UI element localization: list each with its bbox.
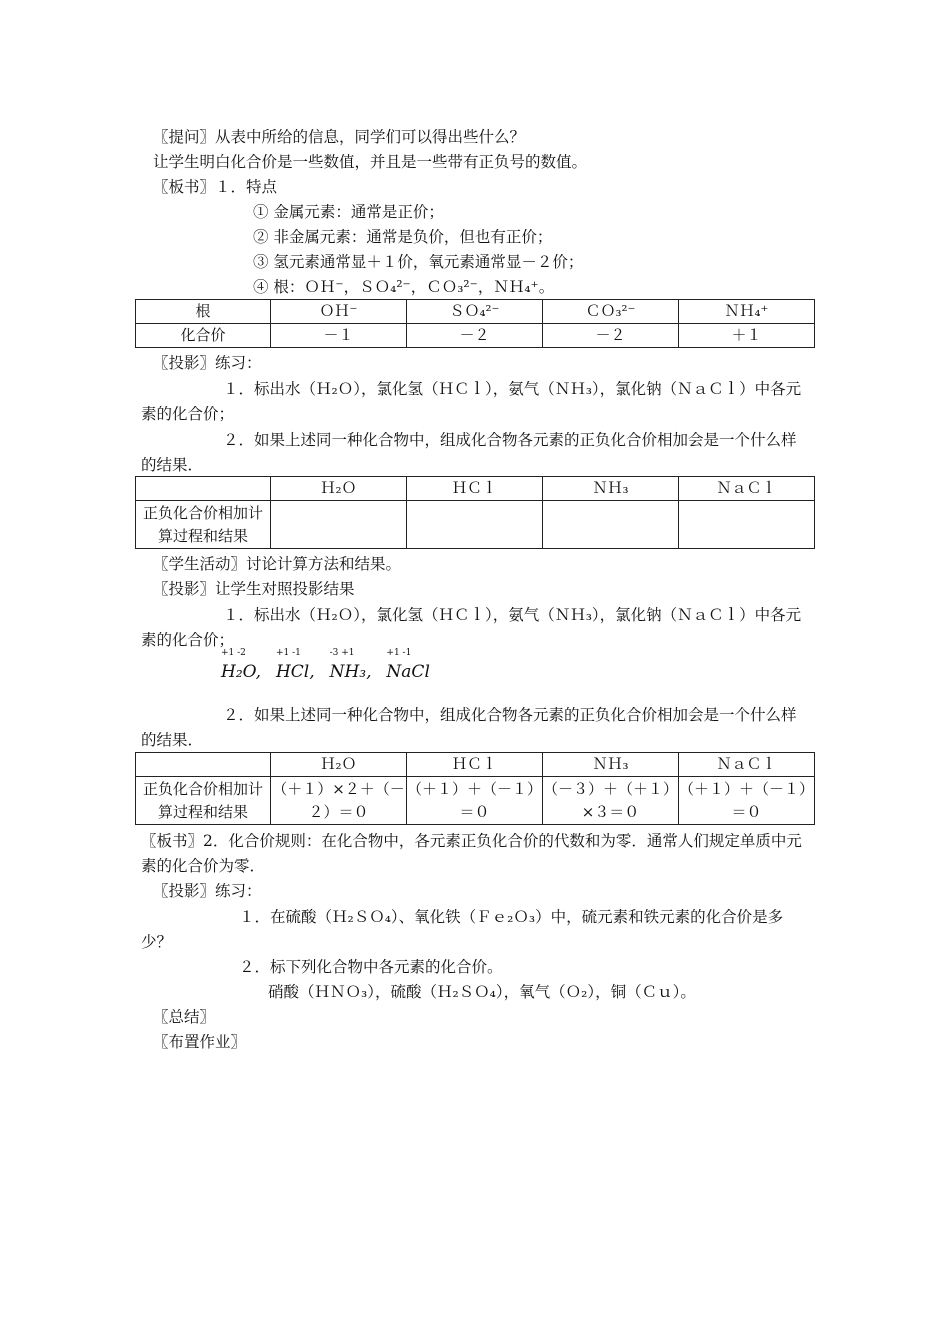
formula-text: NH₃ (329, 662, 367, 682)
summary-heading: 〖总结〗 (153, 1008, 216, 1026)
table-cell: －２ (407, 324, 543, 348)
point-4: ④ 根：ＯＨ⁻，ＳＯ₄²⁻，ＣＯ₃²⁻，ＮＨ₄⁺。 (253, 278, 555, 296)
valence-marks: +1 -1 (386, 648, 412, 658)
formula-text: HCl (275, 662, 310, 682)
point-2: ② 非金属元素：通常是负价，但也有正价； (253, 228, 553, 246)
table-header-cell (136, 753, 271, 777)
exercise-3: １．在硫酸（Ｈ₂ＳＯ₄）、氧化铁（Ｆｅ₂Ｏ₃）中，硫元素和铁元素的化合价是多少？ (141, 908, 784, 951)
table-cell: （＋１）＋（－１）＝０ (679, 777, 815, 825)
table-header-cell (136, 477, 271, 501)
table-header-cell: ＣＯ₃²⁻ (543, 300, 679, 324)
table-cell: －２ (543, 324, 679, 348)
exercise-1-answer: １．标出水（Ｈ₂Ｏ），氯化氢（ＨＣｌ），氨气（ＮＨ₃），氯化钠（ＮａＣｌ）中各元素的化合价； (141, 606, 802, 649)
table-header-cell: ＯＨ⁻ (271, 300, 407, 324)
student-activity: 〖学生活动〗讨论计算方法和结果。 (153, 555, 402, 573)
point-1: ① 金属元素：通常是正价； (253, 203, 444, 221)
formula-nacl (386, 648, 430, 682)
valence-marks: +1 -1 (275, 648, 301, 658)
exercise-2-answer: ２．如果上述同一种化合物中，组成化合物各元素的正负化合价相加会是一个什么样的结果． (141, 706, 797, 749)
table-cell: 化合价 (136, 324, 271, 348)
homework-heading: 〖布置作业〗 (153, 1033, 247, 1051)
table-cell: －１ (271, 324, 407, 348)
table-cell: （＋１）＋（－１）＝０ (407, 777, 543, 825)
table-header-cell: ＨＣｌ (407, 753, 543, 777)
question-line: 〖提问〗从表中所给的信息，同学们可以得出些什么？ (153, 128, 526, 146)
valence-rule: 〖板书〗2．化合价规则：在化合物中，各元素正负化合价的代数和为零．通常人们规定单质中元素的化合价为零． (141, 832, 802, 875)
explanation-line: 让学生明白化合价是一些数值，并且是一些带有正负号的数值。 (153, 153, 588, 171)
sum-table-filled (135, 752, 815, 825)
table-header-cell: ＮＨ₄⁺ (679, 300, 815, 324)
radical-valence-table (135, 299, 815, 348)
exercise-2: ２．如果上述同一种化合物中，组成化合物各元素的正负化合价相加会是一个什么样的结果． (141, 431, 797, 474)
table-cell: （－３）＋（＋１）×３＝０ (543, 777, 679, 825)
table-header-cell: ＮａＣｌ (679, 753, 815, 777)
projection-heading-3: 〖投影〗练习： (153, 882, 262, 900)
formula-text: H₂O (221, 662, 256, 682)
table-cell (271, 501, 407, 549)
sum-table-empty (135, 476, 815, 549)
table-header-cell: 根 (136, 300, 271, 324)
point-3: ③ 氢元素通常显＋１价，氧元素通常显－２价； (253, 253, 584, 271)
table-header-cell: Ｈ₂Ｏ (271, 753, 407, 777)
valence-formulas (221, 648, 440, 682)
table-cell (543, 501, 679, 549)
formula-h2o: +1 -2 H₂O, (221, 648, 261, 682)
exercise-1: １．标出水（Ｈ₂Ｏ），氯化氢（ＨＣｌ），氨气（ＮＨ₃），氯化钠（ＮａＣｌ）中各元素的化合价； (141, 380, 802, 423)
table-header-cell: ＳＯ₄²⁻ (407, 300, 543, 324)
formula-hcl: +1 -1 HCl, (275, 648, 315, 682)
compound-list: 硝酸（ＨＮＯ₃），硫酸（Ｈ₂ＳＯ₄），氧气（Ｏ₂），铜（Ｃｕ）。 (268, 983, 696, 1001)
table-header-cell: ＮａＣｌ (679, 477, 815, 501)
table-cell (407, 501, 543, 549)
board-heading: 〖板书〗１．特点 (153, 178, 278, 196)
table-header-cell: ＮＨ₃ (543, 753, 679, 777)
exercise-4: ２．标下列化合物中各元素的化合价。 (239, 958, 503, 976)
row-label: 正负化合价相加计算过程和结果 (136, 501, 271, 549)
table-cell: （＋１）×２＋（－２）＝０ (271, 777, 407, 825)
table-cell: ＋１ (679, 324, 815, 348)
formula-nh3: -3 +1 NH₃, (329, 648, 372, 682)
table-header-cell: ＨＣｌ (407, 477, 543, 501)
table-header-cell: Ｈ₂Ｏ (271, 477, 407, 501)
projection-heading: 〖投影〗练习： (153, 354, 262, 372)
table-cell (679, 501, 815, 549)
table-header-cell: ＮＨ₃ (543, 477, 679, 501)
valence-marks: +1 -2 (221, 648, 246, 658)
row-label: 正负化合价相加计算过程和结果 (136, 777, 271, 825)
valence-marks: -3 +1 (329, 648, 355, 658)
projection-heading-2: 〖投影〗让学生对照投影结果 (153, 580, 355, 598)
formula-text: NaCl (386, 662, 430, 682)
